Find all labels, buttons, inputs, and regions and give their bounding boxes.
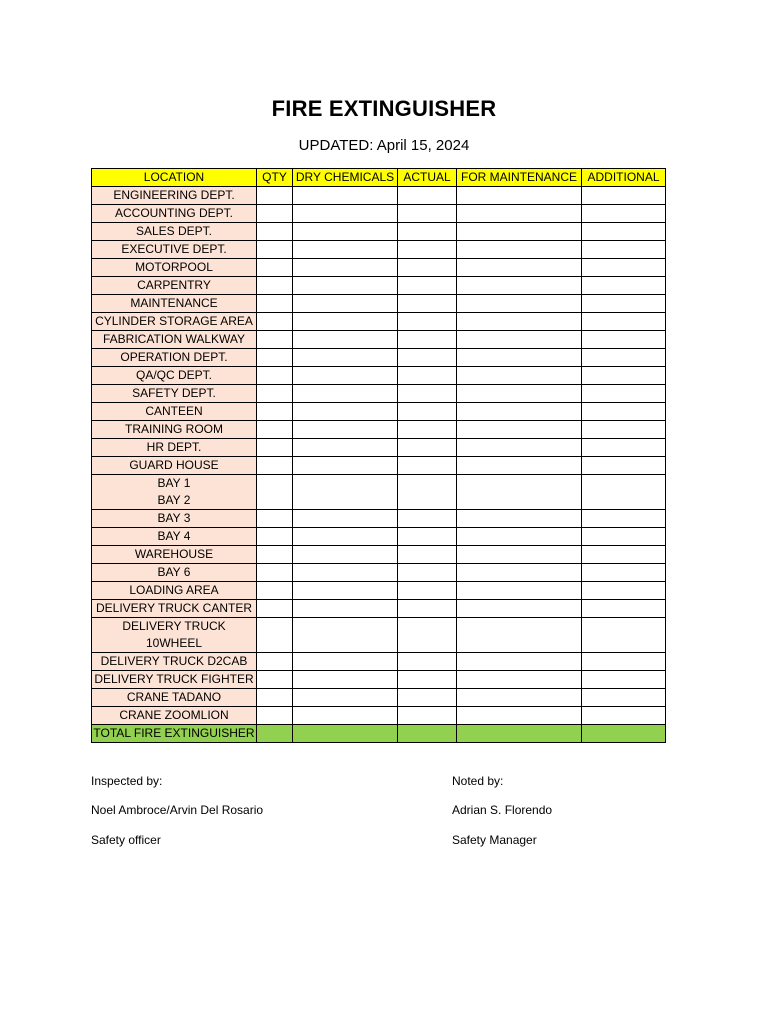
location-label: BAY 4 bbox=[157, 529, 191, 543]
location-label: DELIVERY TRUCK CANTER bbox=[95, 601, 253, 615]
empty-cell bbox=[293, 528, 398, 546]
total-cell bbox=[257, 725, 293, 743]
table-row bbox=[92, 241, 666, 259]
location-label: BAY 6 bbox=[157, 565, 191, 579]
empty-cell bbox=[582, 403, 666, 421]
location-cell bbox=[92, 367, 257, 385]
location-cell bbox=[92, 187, 257, 205]
empty-cell bbox=[257, 295, 293, 313]
location-cell bbox=[92, 671, 257, 689]
empty-cell bbox=[398, 528, 457, 546]
table-row bbox=[92, 205, 666, 223]
empty-cell bbox=[398, 546, 457, 564]
empty-cell bbox=[398, 653, 457, 671]
empty-cell bbox=[582, 546, 666, 564]
empty-cell bbox=[398, 564, 457, 582]
location-cell bbox=[92, 421, 257, 439]
empty-cell bbox=[398, 241, 457, 259]
empty-cell bbox=[582, 457, 666, 475]
empty-cell bbox=[457, 707, 582, 725]
empty-cell bbox=[398, 349, 457, 367]
empty-cell bbox=[457, 600, 582, 618]
empty-cell bbox=[582, 564, 666, 582]
empty-cell bbox=[257, 475, 293, 510]
empty-cell bbox=[457, 313, 582, 331]
empty-cell bbox=[257, 689, 293, 707]
location-label: BAY 1 bbox=[157, 476, 191, 490]
table-row bbox=[92, 546, 666, 564]
location-cell bbox=[92, 546, 257, 564]
empty-cell bbox=[457, 295, 582, 313]
location-label: HR DEPT. bbox=[146, 440, 202, 454]
empty-cell bbox=[582, 439, 666, 457]
empty-cell bbox=[457, 205, 582, 223]
empty-cell bbox=[293, 546, 398, 564]
empty-cell bbox=[293, 475, 398, 510]
document-title: FIRE EXTINGUISHER bbox=[271, 96, 497, 121]
table-row bbox=[92, 367, 666, 385]
empty-cell bbox=[257, 313, 293, 331]
empty-cell bbox=[457, 510, 582, 528]
empty-cell bbox=[398, 510, 457, 528]
empty-cell bbox=[582, 653, 666, 671]
location-cell bbox=[92, 689, 257, 707]
empty-cell bbox=[398, 277, 457, 295]
col-header-additional: ADDITIONAL bbox=[582, 169, 666, 187]
location-label: DELIVERY TRUCK FIGHTER bbox=[94, 672, 254, 686]
empty-cell bbox=[293, 223, 398, 241]
empty-cell bbox=[257, 385, 293, 403]
location-label: FABRICATION WALKWAY bbox=[102, 332, 245, 346]
location-label: QA/QC DEPT. bbox=[135, 368, 212, 382]
location-label: DELIVERY TRUCK bbox=[122, 619, 226, 633]
location-cell bbox=[92, 618, 257, 653]
location-cell bbox=[92, 528, 257, 546]
table-row bbox=[92, 403, 666, 421]
location-label: EXECUTIVE DEPT. bbox=[121, 242, 227, 256]
empty-cell bbox=[398, 582, 457, 600]
table-row bbox=[92, 223, 666, 241]
table-row bbox=[92, 313, 666, 331]
empty-cell bbox=[293, 600, 398, 618]
location-cell bbox=[92, 457, 257, 475]
empty-cell bbox=[257, 187, 293, 205]
empty-cell bbox=[582, 707, 666, 725]
empty-cell bbox=[398, 600, 457, 618]
table-row bbox=[92, 671, 666, 689]
location-label: CANTEEN bbox=[145, 404, 203, 418]
empty-cell bbox=[457, 439, 582, 457]
empty-cell bbox=[293, 259, 398, 277]
extinguisher-table bbox=[91, 168, 666, 743]
location-cell bbox=[92, 707, 257, 725]
location-cell bbox=[92, 582, 257, 600]
empty-cell bbox=[457, 331, 582, 349]
empty-cell bbox=[257, 457, 293, 475]
empty-cell bbox=[398, 295, 457, 313]
location-cell bbox=[92, 564, 257, 582]
empty-cell bbox=[582, 671, 666, 689]
empty-cell bbox=[398, 421, 457, 439]
location-label: BAY 3 bbox=[157, 511, 191, 525]
col-header-qty: QTY bbox=[257, 169, 293, 187]
empty-cell bbox=[582, 475, 666, 510]
empty-cell bbox=[293, 277, 398, 295]
empty-cell bbox=[293, 689, 398, 707]
empty-cell bbox=[257, 331, 293, 349]
inspector-names: Noel Ambroce/Arvin Del Rosario bbox=[91, 803, 264, 817]
empty-cell bbox=[257, 564, 293, 582]
empty-cell bbox=[582, 689, 666, 707]
empty-cell bbox=[257, 600, 293, 618]
total-row bbox=[92, 725, 666, 743]
location-label: ACCOUNTING DEPT. bbox=[114, 206, 233, 220]
location-label: MOTORPOOL bbox=[135, 260, 213, 274]
empty-cell bbox=[582, 259, 666, 277]
empty-cell bbox=[398, 439, 457, 457]
header-row bbox=[92, 169, 666, 187]
total-cell bbox=[582, 725, 666, 743]
location-cell bbox=[92, 385, 257, 403]
empty-cell bbox=[457, 689, 582, 707]
location-cell bbox=[92, 510, 257, 528]
empty-cell bbox=[257, 671, 293, 689]
empty-cell bbox=[582, 223, 666, 241]
table-row bbox=[92, 259, 666, 277]
empty-cell bbox=[457, 564, 582, 582]
empty-cell bbox=[398, 671, 457, 689]
total-cell bbox=[398, 725, 457, 743]
location-cell bbox=[92, 259, 257, 277]
location-cell bbox=[92, 653, 257, 671]
col-header-dry-chemicals: DRY CHEMICALS bbox=[293, 169, 398, 187]
empty-cell bbox=[582, 187, 666, 205]
location-cell bbox=[92, 403, 257, 421]
table-row bbox=[92, 331, 666, 349]
total-cell bbox=[457, 725, 582, 743]
col-header-actual: ACTUAL bbox=[398, 169, 457, 187]
empty-cell bbox=[582, 385, 666, 403]
empty-cell bbox=[457, 367, 582, 385]
empty-cell bbox=[582, 367, 666, 385]
col-header-for-maintenance: FOR MAINTENANCE bbox=[457, 169, 582, 187]
empty-cell bbox=[293, 313, 398, 331]
location-cell bbox=[92, 277, 257, 295]
table-row bbox=[92, 618, 666, 653]
table-row bbox=[92, 439, 666, 457]
empty-cell bbox=[457, 241, 582, 259]
table-row bbox=[92, 564, 666, 582]
location-label-line2: 10WHEEL bbox=[145, 636, 203, 650]
empty-cell bbox=[293, 403, 398, 421]
empty-cell bbox=[582, 600, 666, 618]
empty-cell bbox=[582, 241, 666, 259]
location-label: ENGINEERING DEPT. bbox=[113, 188, 235, 202]
table-row bbox=[92, 653, 666, 671]
inspected-by-label: Inspected by: bbox=[91, 774, 163, 788]
empty-cell bbox=[293, 618, 398, 653]
table-row bbox=[92, 385, 666, 403]
table-row bbox=[92, 689, 666, 707]
table-row bbox=[92, 528, 666, 546]
empty-cell bbox=[257, 367, 293, 385]
location-label: SAFETY DEPT. bbox=[132, 386, 216, 400]
empty-cell bbox=[398, 475, 457, 510]
location-label: CYLINDER STORAGE AREA bbox=[95, 314, 253, 328]
location-label: DELIVERY TRUCK D2CAB bbox=[100, 654, 248, 668]
empty-cell bbox=[457, 457, 582, 475]
empty-cell bbox=[457, 421, 582, 439]
empty-cell bbox=[257, 582, 293, 600]
location-cell bbox=[92, 439, 257, 457]
table-row bbox=[92, 277, 666, 295]
empty-cell bbox=[457, 618, 582, 653]
empty-cell bbox=[398, 205, 457, 223]
empty-cell bbox=[398, 689, 457, 707]
empty-cell bbox=[293, 564, 398, 582]
empty-cell bbox=[257, 546, 293, 564]
empty-cell bbox=[582, 331, 666, 349]
empty-cell bbox=[293, 349, 398, 367]
table-row bbox=[92, 707, 666, 725]
inspector-title: Safety officer bbox=[91, 833, 161, 847]
total-label: TOTAL FIRE EXTINGUISHER bbox=[92, 725, 257, 743]
empty-cell bbox=[398, 385, 457, 403]
noter-name: Adrian S. Florendo bbox=[452, 803, 553, 817]
table-row bbox=[92, 295, 666, 313]
empty-cell bbox=[257, 528, 293, 546]
location-label: MAINTENANCE bbox=[130, 296, 218, 310]
empty-cell bbox=[582, 277, 666, 295]
empty-cell bbox=[398, 313, 457, 331]
location-label: TRAINING ROOM bbox=[125, 422, 223, 436]
empty-cell bbox=[457, 582, 582, 600]
empty-cell bbox=[582, 205, 666, 223]
empty-cell bbox=[257, 277, 293, 295]
location-cell bbox=[92, 241, 257, 259]
empty-cell bbox=[257, 349, 293, 367]
table-row bbox=[92, 600, 666, 618]
empty-cell bbox=[457, 475, 582, 510]
empty-cell bbox=[257, 439, 293, 457]
empty-cell bbox=[293, 671, 398, 689]
empty-cell bbox=[582, 421, 666, 439]
empty-cell bbox=[582, 295, 666, 313]
location-label: LOADING AREA bbox=[129, 583, 219, 597]
empty-cell bbox=[457, 546, 582, 564]
updated-date: UPDATED: April 15, 2024 bbox=[298, 137, 470, 154]
location-label: CRANE ZOOMLION bbox=[119, 708, 229, 722]
table-row bbox=[92, 349, 666, 367]
table-row bbox=[92, 457, 666, 475]
empty-cell bbox=[398, 457, 457, 475]
empty-cell bbox=[257, 241, 293, 259]
empty-cell bbox=[398, 707, 457, 725]
empty-cell bbox=[293, 707, 398, 725]
empty-cell bbox=[293, 295, 398, 313]
empty-cell bbox=[293, 241, 398, 259]
location-cell bbox=[92, 475, 257, 510]
empty-cell bbox=[257, 205, 293, 223]
empty-cell bbox=[398, 223, 457, 241]
empty-cell bbox=[398, 187, 457, 205]
empty-cell bbox=[398, 618, 457, 653]
location-cell bbox=[92, 223, 257, 241]
table-row bbox=[92, 582, 666, 600]
empty-cell bbox=[293, 457, 398, 475]
empty-cell bbox=[457, 349, 582, 367]
location-cell bbox=[92, 349, 257, 367]
noted-by-label: Noted by: bbox=[452, 774, 504, 788]
empty-cell bbox=[398, 331, 457, 349]
empty-cell bbox=[582, 582, 666, 600]
total-cell bbox=[293, 725, 398, 743]
empty-cell bbox=[457, 653, 582, 671]
empty-cell bbox=[582, 349, 666, 367]
empty-cell bbox=[293, 582, 398, 600]
empty-cell bbox=[257, 403, 293, 421]
empty-cell bbox=[457, 223, 582, 241]
empty-cell bbox=[257, 510, 293, 528]
empty-cell bbox=[257, 421, 293, 439]
empty-cell bbox=[582, 313, 666, 331]
location-cell bbox=[92, 295, 257, 313]
table-row bbox=[92, 187, 666, 205]
empty-cell bbox=[293, 653, 398, 671]
empty-cell bbox=[457, 528, 582, 546]
empty-cell bbox=[457, 403, 582, 421]
location-label: GUARD HOUSE bbox=[129, 458, 219, 472]
empty-cell bbox=[457, 671, 582, 689]
location-label: CARPENTRY bbox=[137, 278, 211, 292]
location-label-line2: BAY 2 bbox=[157, 493, 191, 507]
col-header-location: LOCATION bbox=[92, 169, 257, 187]
empty-cell bbox=[257, 223, 293, 241]
location-cell bbox=[92, 331, 257, 349]
empty-cell bbox=[398, 259, 457, 277]
empty-cell bbox=[398, 403, 457, 421]
empty-cell bbox=[257, 618, 293, 653]
empty-cell bbox=[582, 618, 666, 653]
empty-cell bbox=[257, 707, 293, 725]
location-label: SALES DEPT. bbox=[135, 224, 213, 238]
table-row bbox=[92, 475, 666, 510]
empty-cell bbox=[293, 421, 398, 439]
table-row bbox=[92, 421, 666, 439]
location-cell bbox=[92, 313, 257, 331]
empty-cell bbox=[293, 367, 398, 385]
empty-cell bbox=[293, 187, 398, 205]
empty-cell bbox=[457, 277, 582, 295]
table-row bbox=[92, 510, 666, 528]
empty-cell bbox=[457, 259, 582, 277]
empty-cell bbox=[293, 205, 398, 223]
empty-cell bbox=[582, 510, 666, 528]
location-label: CRANE TADANO bbox=[126, 690, 222, 704]
location-label: OPERATION DEPT. bbox=[120, 350, 228, 364]
empty-cell bbox=[293, 510, 398, 528]
empty-cell bbox=[257, 259, 293, 277]
empty-cell bbox=[293, 331, 398, 349]
empty-cell bbox=[582, 528, 666, 546]
empty-cell bbox=[457, 187, 582, 205]
location-cell bbox=[92, 205, 257, 223]
empty-cell bbox=[257, 653, 293, 671]
empty-cell bbox=[457, 385, 582, 403]
empty-cell bbox=[398, 367, 457, 385]
noter-title: Safety Manager bbox=[452, 833, 537, 847]
location-cell bbox=[92, 600, 257, 618]
empty-cell bbox=[293, 439, 398, 457]
location-label: WAREHOUSE bbox=[134, 547, 214, 561]
empty-cell bbox=[293, 385, 398, 403]
